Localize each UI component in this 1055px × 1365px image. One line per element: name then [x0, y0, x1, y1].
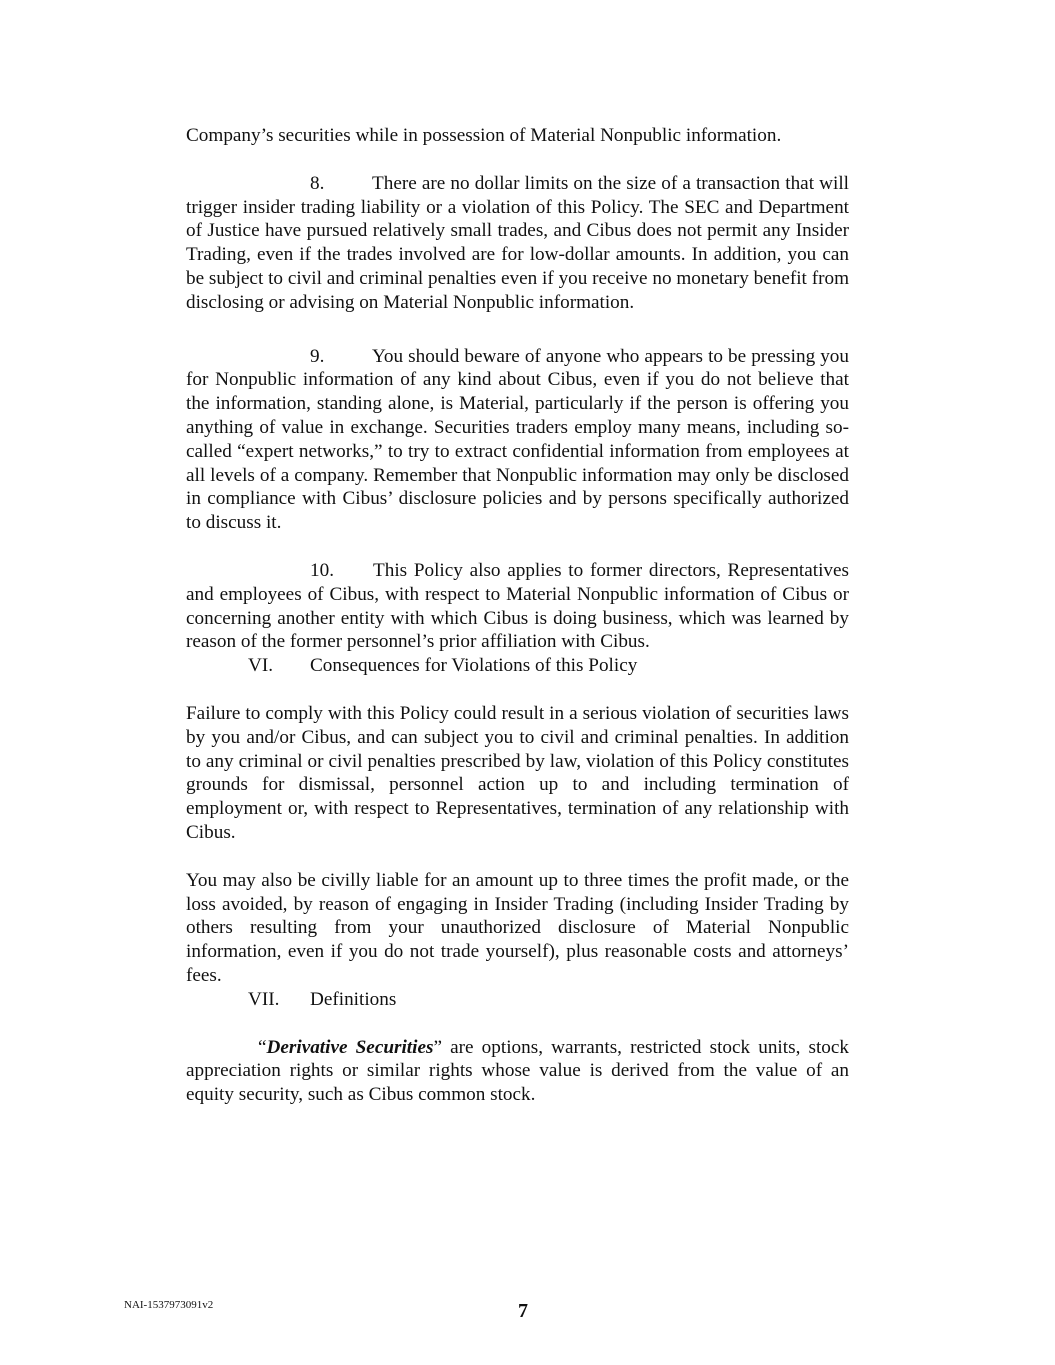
- section-7-heading: [186, 988, 849, 1012]
- item-10-number: 10.: [310, 559, 334, 581]
- item-10-text: This Policy also applies to former directors, Representatives and employees of Cibus, with respect to Material Nonpublic information of Cibus or concerning another entity with which Cibus is doing business, which was learned by reason of the former personnel’s prior affiliation with Cibus.: [186, 559, 849, 653]
- item-8-number: 8.: [310, 172, 325, 194]
- item-8-paragraph: [186, 172, 849, 315]
- document-id: NAI-1537973091v2: [124, 1299, 214, 1311]
- section-6-heading: [186, 654, 849, 678]
- section-6-numeral: VI.: [248, 655, 274, 677]
- item-10-paragraph: [186, 559, 849, 654]
- section-7-numeral: VII.: [248, 988, 280, 1010]
- definition-open-quote: “: [258, 1036, 267, 1058]
- section-6-title: Consequences for Violations of this Policy: [310, 655, 638, 677]
- continuation-paragraph: Company’s securities while in possession of Material Nonpublic information.: [186, 125, 782, 146]
- section-6-paragraph-2: You may also be civilly liable for an amount up to three times the profit made, or the loss avoided, by reason of engaging in Insider Trading (including Insider Trading by others resulting from your unauthorized disclosure of Material Nonpublic information, even if you do not trade yourself), plus reasonable costs and attorneys’ fees.: [186, 869, 849, 986]
- item-9-number: 9.: [310, 345, 325, 367]
- definition-text: are options, warrants, restricted stock units, stock appreciation rights or similar rights whose value is derived from the value of an equity security, such as Cibus common stock.: [186, 1036, 849, 1106]
- definition-close-quote: ”: [433, 1036, 442, 1058]
- definition-term: Derivative Securities: [266, 1036, 434, 1058]
- item-8-text: There are no dollar limits on the size of a transaction that will trigger insider trading liability or a violation of this Policy. The SEC and Department of Justice have pursued relatively small trades, and Cibus does not permit any Insider Trading, even if the trades involved are for low-dollar amounts. In addition, you can be subject to civil and criminal penalties even if you receive no monetary benefit from disclosing or advising on Material Nonpublic information.: [186, 172, 849, 313]
- definition-derivative-securities: [186, 1036, 849, 1107]
- document-body: [186, 124, 849, 1107]
- page-number: 7: [518, 1300, 528, 1322]
- section-6-paragraph-1: Failure to comply with this Policy could result in a serious violation of securities laws by you and/or Cibus, and can subject you to civil and criminal penalties. In addition to any criminal or civil penalties prescribed by law, violation of this Policy constitutes grounds for dismissal, personnel action up to and including termination of employment or, with respect to Representatives, termination of any relationship with Cibus.: [186, 702, 849, 843]
- section-7-title: Definitions: [310, 988, 397, 1010]
- item-9-paragraph: [186, 345, 849, 535]
- item-9-text: You should beware of anyone who appears to be pressing you for Nonpublic information of any kind about Cibus, even if you do not believe that the information, standing alone, is Material, particularly if the person is offering you anything of value in exchange. Securities traders employ many means, including so-called “expert networks,” to try to extract confidential information from employees at all levels of a company. Remember that Nonpublic information may only be disclosed in compliance with Cibus’ disclosure policies and by persons specifically authorized to discuss it.: [186, 345, 849, 534]
